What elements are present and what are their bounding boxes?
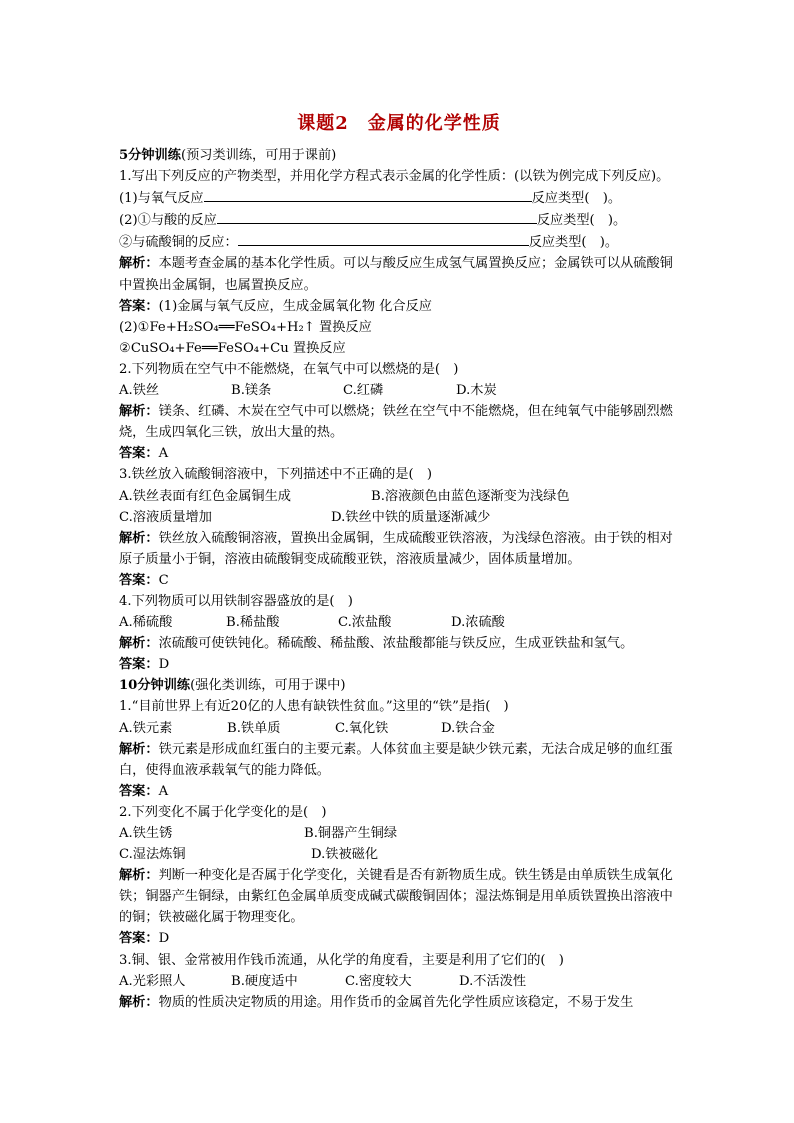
fill-blank-row [119, 231, 679, 253]
option-row [119, 380, 679, 401]
analysis-label: 解析： [119, 404, 159, 420]
option-b: B.镁条 [231, 383, 272, 399]
analysis-block [119, 253, 679, 295]
analysis-block [119, 528, 679, 570]
answer-label: 答案： [119, 931, 159, 947]
page-title: 课题2 金属的化学性质 [297, 113, 501, 134]
option-a: A.铁生锈 [119, 826, 173, 841]
answer-block [119, 443, 679, 464]
answer-block [119, 570, 679, 591]
question-stem: 3.铜、银、金常被用作钱币流通，从化学的角度看，主要是利用了它们的( ) [119, 952, 564, 968]
analysis-label: 解析： [119, 741, 159, 757]
analysis-text: 铁元素是形成血红蛋白的主要元素。人体贫血主要是缺少铁元素，无法合成足够的血红蛋白，使得血液承载氧气的能力降低。 [119, 741, 673, 778]
option-a: A.铁丝 [119, 383, 160, 399]
fill-blank-row [119, 187, 679, 209]
answer-label: 答案： [119, 298, 159, 314]
analysis-label: 解析： [119, 636, 159, 652]
analysis-label: 解析： [119, 994, 159, 1010]
option-row [119, 971, 679, 992]
option-c: C.浓盐酸 [338, 615, 392, 631]
option-d: D.不活泼性 [459, 973, 527, 989]
analysis-text: 本题考查金属的基本化学性质。可以与酸反应生成氢气属置换反应；金属铁可以从硫酸铜中置换出金属铜，也属置换反应。 [119, 256, 673, 293]
option-c: C.氧化铁 [335, 720, 389, 736]
section-head: 10分钟训练 [119, 678, 191, 694]
option-a: A.铁元素 [119, 720, 173, 736]
blank-suffix: 反应类型( )。 [531, 191, 622, 207]
blank-prefix: ②与硫酸铜的反应： [119, 235, 238, 251]
option-row [119, 612, 679, 633]
answer-block [119, 928, 679, 949]
answer-text: A [158, 783, 169, 799]
analysis-block [119, 992, 679, 1013]
analysis-block [119, 865, 679, 928]
answer-label: 答案： [119, 572, 159, 588]
question-stem: 2.下列物质在空气中不能燃烧，在氧气中可以燃烧的是( ) [119, 361, 459, 377]
option-b: B.硬度适中 [231, 973, 298, 989]
answer-text: D [158, 657, 170, 673]
section-heading-5min [119, 145, 679, 166]
section-head: 5分钟训练 [119, 148, 181, 163]
answer-text: (1)金属与氧气反应，生成金属氧化物 化合反应 [158, 298, 432, 314]
analysis-text: 镁条、红磷、木炭在空气中可以燃烧；铁丝在空气中不能燃烧，但在纯氧气中能够剧烈燃烧，生成四氧化三铁，放出大量的热。 [119, 404, 673, 441]
blank-suffix: 反应类型( )。 [528, 235, 619, 251]
answer-line: ②CuSO₄+Fe══FeSO₄+Cu 置换反应 [119, 340, 346, 356]
section-note: (预习类训练，可用于课前) [180, 148, 337, 163]
analysis-label: 解析： [119, 530, 159, 546]
answer-line: (2)①Fe+H₂SO₄══FeSO₄+H₂↑ 置换反应 [119, 319, 372, 335]
question-stem: 1.写出下列反应的产物类型，并用化学方程式表示金属的化学性质：(以铁为例完成下列反应)。 [119, 169, 670, 185]
analysis-block [119, 739, 679, 781]
option-c: C.湿法炼铜 [119, 847, 186, 863]
analysis-block [119, 401, 679, 443]
blank-prefix: (1)与氧气反应 [119, 191, 204, 207]
question-stem: 1.“目前世界上有近20亿的人患有缺铁性贫血。”这里的“铁”是指( ) [119, 699, 509, 715]
question-stem: 3.铁丝放入硫酸铜溶液中，下列描述中不正确的是( ) [119, 467, 432, 483]
option-d: D.铁被磁化 [311, 847, 379, 863]
answer-block [119, 296, 679, 317]
option-a: A.铁丝表面有红色金属铜生成 [119, 488, 291, 504]
option-d: D.铁丝中铁的质量逐渐减少 [331, 509, 491, 525]
option-b: B.铜器产生铜绿 [304, 826, 398, 841]
answer-text: C [158, 572, 169, 588]
option-d: D.铁合金 [441, 720, 495, 736]
analysis-text: 浓硫酸可使铁钝化。稀硫酸、稀盐酸、浓盐酸都能与铁反应，生成亚铁盐和氢气。 [158, 636, 634, 652]
option-b: B.铁单质 [227, 720, 281, 736]
option-d: D.浓硫酸 [451, 615, 505, 631]
option-b: B.稀盐酸 [226, 615, 280, 631]
option-row [119, 507, 679, 528]
answer-text: D [158, 931, 170, 947]
option-c: C.密度较大 [345, 973, 412, 989]
option-c: C.红磷 [343, 383, 384, 399]
analysis-text: 物质的性质决定物质的用途。用作货币的金属首先化学性质应该稳定，不易于发生 [158, 994, 634, 1010]
answer-blank [217, 209, 537, 224]
analysis-text: 铁丝放入硫酸铜溶液，置换出金属铜，生成硫酸亚铁溶液，为浅绿色溶液。由于铁的相对原子质量小于铜，溶液由硫酸铜变成硫酸亚铁，溶液质量减少，固体质量增加。 [119, 530, 673, 567]
blank-suffix: 反应类型( )。 [536, 213, 627, 229]
option-row [119, 486, 679, 507]
option-c: C.溶液质量增加 [119, 509, 212, 525]
analysis-label: 解析： [119, 256, 159, 272]
answer-blank [204, 187, 532, 202]
option-a: A.光彩照人 [119, 973, 186, 989]
option-a: A.稀硫酸 [119, 615, 173, 631]
answer-label: 答案： [119, 783, 159, 799]
analysis-label: 解析： [119, 868, 159, 884]
question-stem: 4.下列物质可以用铁制容器盛放的是( ) [119, 593, 353, 609]
answer-block [119, 654, 679, 675]
answer-label: 答案： [119, 446, 159, 462]
option-row [119, 823, 679, 844]
option-b: B.溶液颜色由蓝色逐渐变为浅绿色 [371, 488, 570, 504]
fill-blank-row [119, 209, 679, 231]
answer-label: 答案： [119, 657, 159, 673]
answer-text: A [158, 446, 169, 462]
option-row [119, 844, 679, 865]
answer-block [119, 781, 679, 802]
answer-blank [238, 231, 529, 246]
analysis-block [119, 633, 679, 654]
analysis-text: 判断一种变化是否属于化学变化，关键看是否有新物质生成。铁生锈是由单质铁生成氧化铁；铜器产生铜绿，由紫红色金属单质变成碱式碳酸铜固体；湿法炼铜是用单质铁置换出溶液中的铜；铁被磁化属于物理变化。 [119, 868, 673, 926]
document-page [119, 103, 679, 1013]
option-row [119, 718, 679, 739]
option-d: D.木炭 [456, 383, 497, 399]
section-heading-10min [119, 675, 679, 696]
question-stem: 2.下列变化不属于化学变化的是( ) [119, 804, 327, 820]
section-note: (强化类训练，可用于课中) [190, 678, 346, 694]
blank-prefix: (2)①与酸的反应 [119, 213, 217, 229]
